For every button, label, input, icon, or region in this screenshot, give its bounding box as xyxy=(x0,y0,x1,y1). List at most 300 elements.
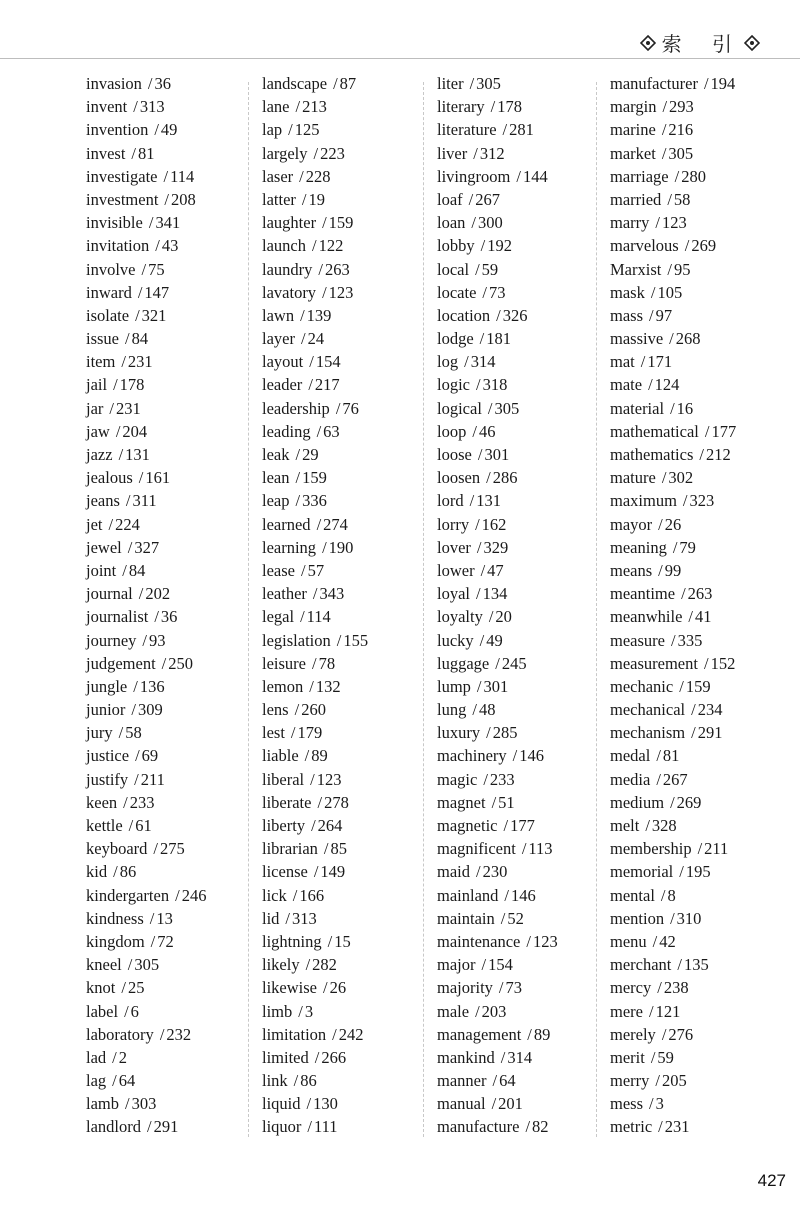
entry-separator: / xyxy=(487,398,493,418)
index-entry xyxy=(610,258,780,281)
index-entry xyxy=(610,443,780,466)
index-term: mental xyxy=(610,885,655,905)
index-entry xyxy=(437,95,607,118)
index-term: mass xyxy=(610,305,643,325)
entry-separator: / xyxy=(670,908,675,928)
entry-separator: / xyxy=(309,676,314,696)
index-term: location xyxy=(437,305,491,325)
index-term: menu xyxy=(610,931,647,951)
index-entry xyxy=(610,234,780,257)
index-page-ref: 341 xyxy=(155,213,181,233)
index-page-ref: 89 xyxy=(311,746,328,766)
entry-separator: / xyxy=(134,769,139,789)
index-term: lodge xyxy=(437,329,474,349)
index-entry xyxy=(262,652,432,675)
index-term: judgement xyxy=(86,653,156,673)
index-entry xyxy=(610,327,780,350)
index-term: mere xyxy=(610,1001,643,1021)
index-page-ref: 29 xyxy=(302,445,319,464)
index-entry xyxy=(610,304,780,327)
index-entry xyxy=(262,304,432,327)
entry-separator: / xyxy=(323,839,329,859)
index-page-ref: 269 xyxy=(691,236,717,256)
index-entry xyxy=(86,652,256,675)
index-term: layer xyxy=(262,329,295,349)
index-entry xyxy=(262,258,432,281)
index-page-ref: 263 xyxy=(325,259,350,279)
index-term: magnet xyxy=(437,792,486,812)
index-page-ref: 57 xyxy=(307,560,325,580)
index-entry xyxy=(437,884,607,907)
entry-separator: / xyxy=(655,213,660,233)
index-term: mechanism xyxy=(610,723,686,743)
index-term: lobby xyxy=(437,236,475,256)
entry-separator: / xyxy=(295,97,301,117)
index-page-ref: 268 xyxy=(675,329,701,349)
index-term: lump xyxy=(437,676,471,696)
entry-separator: / xyxy=(288,120,293,140)
index-entry xyxy=(437,118,607,141)
index-entry xyxy=(437,513,607,536)
index-page-ref: 195 xyxy=(685,862,711,882)
index-page-ref: 36 xyxy=(154,74,172,93)
index-term: invisible xyxy=(86,213,143,233)
index-term: jewel xyxy=(86,537,122,557)
index-entry xyxy=(262,466,432,489)
index-term: literary xyxy=(437,97,485,117)
entry-separator: / xyxy=(300,560,306,580)
index-page-ref: 81 xyxy=(138,143,155,163)
entry-separator: / xyxy=(290,723,296,743)
index-term: loyalty xyxy=(437,607,483,627)
entry-separator: / xyxy=(656,769,661,789)
entry-separator: / xyxy=(155,236,160,256)
entry-separator: / xyxy=(159,1024,165,1044)
index-entry xyxy=(262,95,432,118)
index-entry xyxy=(86,211,256,234)
index-entry xyxy=(437,837,607,860)
entry-separator: / xyxy=(670,398,675,418)
index-page-ref: 326 xyxy=(502,305,528,325)
index-entry xyxy=(437,234,607,257)
index-entry xyxy=(86,327,256,350)
index-entry xyxy=(86,1046,256,1069)
entry-separator: / xyxy=(175,885,180,905)
index-page-ref: 25 xyxy=(127,978,145,998)
index-entry xyxy=(437,466,607,489)
index-entry xyxy=(610,652,780,675)
index-page-ref: 309 xyxy=(138,700,163,720)
index-entry xyxy=(437,258,607,281)
index-page-ref: 51 xyxy=(498,792,515,812)
index-entry xyxy=(437,489,607,512)
index-term: merchant xyxy=(610,955,672,975)
index-entry xyxy=(437,1115,607,1138)
index-entry xyxy=(610,837,780,860)
index-term: medal xyxy=(610,746,651,766)
entry-separator: / xyxy=(316,514,322,534)
index-entry xyxy=(437,768,607,791)
entry-separator: / xyxy=(295,491,301,511)
index-entry xyxy=(610,629,780,652)
index-term: mayor xyxy=(610,514,653,534)
entry-separator: / xyxy=(703,74,709,93)
entry-separator: / xyxy=(307,1117,313,1137)
index-term: keyboard xyxy=(86,839,148,859)
index-entry xyxy=(262,814,432,837)
index-entry xyxy=(437,72,607,95)
index-term: lamb xyxy=(86,1094,119,1114)
entry-separator: / xyxy=(148,213,154,233)
index-page-ref: 300 xyxy=(478,213,503,233)
index-page-ref: 26 xyxy=(664,514,682,534)
index-entry xyxy=(86,1000,256,1023)
entry-separator: / xyxy=(316,421,322,441)
index-page-ref: 312 xyxy=(479,143,505,163)
index-term: lick xyxy=(262,885,287,905)
index-entry xyxy=(262,976,432,999)
entry-separator: / xyxy=(490,97,496,117)
index-page-ref: 181 xyxy=(486,329,512,349)
entry-separator: / xyxy=(131,700,137,720)
index-entry xyxy=(610,814,780,837)
index-page-ref: 328 xyxy=(651,816,677,835)
entry-separator: / xyxy=(650,1047,656,1067)
entry-separator: / xyxy=(113,375,118,395)
index-page-ref: 204 xyxy=(122,421,148,441)
index-entry xyxy=(86,373,256,396)
index-entry xyxy=(610,118,780,141)
index-page-ref: 230 xyxy=(482,862,508,882)
entry-separator: / xyxy=(479,329,485,349)
index-page-ref: 15 xyxy=(334,931,351,951)
index-page-ref: 161 xyxy=(145,468,171,488)
index-term: loyal xyxy=(437,584,470,604)
index-entry xyxy=(262,234,432,257)
index-term: Marxist xyxy=(610,259,662,279)
index-entry xyxy=(610,1115,780,1138)
index-page-ref: 190 xyxy=(328,537,354,557)
index-term: mechanic xyxy=(610,676,674,696)
index-term: isolate xyxy=(86,305,130,325)
index-page-ref: 42 xyxy=(659,931,676,951)
index-page-ref: 245 xyxy=(501,653,527,673)
entry-separator: / xyxy=(662,97,668,117)
header-rule xyxy=(0,58,800,59)
entry-separator: / xyxy=(295,445,301,464)
index-entry xyxy=(86,698,256,721)
index-page-ref: 335 xyxy=(677,630,703,650)
index-entry xyxy=(86,605,256,628)
entry-separator: / xyxy=(322,282,327,302)
entry-separator: / xyxy=(521,839,527,859)
index-term: landlord xyxy=(86,1117,141,1137)
index-entry xyxy=(262,791,432,814)
entry-separator: / xyxy=(299,166,304,186)
index-entry xyxy=(86,559,256,582)
index-page-ref: 159 xyxy=(328,213,354,233)
column-divider xyxy=(596,82,597,1137)
entry-separator: / xyxy=(480,236,486,256)
index-page-ref: 63 xyxy=(323,421,340,441)
index-term: knot xyxy=(86,978,116,998)
index-term: laboratory xyxy=(86,1024,154,1044)
index-entry xyxy=(86,513,256,536)
index-entry xyxy=(610,72,780,95)
index-page-ref: 123 xyxy=(316,769,342,789)
index-term: kettle xyxy=(86,816,123,835)
entry-separator: / xyxy=(681,584,686,604)
entry-separator: / xyxy=(125,1094,130,1114)
index-term: link xyxy=(262,1071,288,1091)
index-page-ref: 49 xyxy=(486,630,503,650)
index-page-ref: 267 xyxy=(475,189,500,209)
entry-separator: / xyxy=(480,560,486,580)
index-entry xyxy=(86,443,256,466)
index-entry xyxy=(86,281,256,304)
entry-separator: / xyxy=(658,514,663,534)
entry-separator: / xyxy=(314,1047,320,1067)
entry-separator: / xyxy=(122,560,127,580)
entry-separator: / xyxy=(498,978,504,998)
entry-separator: / xyxy=(697,839,703,859)
index-term: laser xyxy=(262,166,294,186)
index-entry xyxy=(437,327,607,350)
index-term: manner xyxy=(437,1071,487,1091)
entry-separator: / xyxy=(476,537,482,557)
entry-separator: / xyxy=(469,74,475,93)
entry-separator: / xyxy=(516,166,521,186)
index-page-ref: 16 xyxy=(676,398,694,418)
index-page-ref: 231 xyxy=(116,398,141,418)
index-page-ref: 24 xyxy=(307,329,325,349)
index-page-ref: 123 xyxy=(328,282,354,302)
index-entry xyxy=(262,397,432,420)
entry-separator: / xyxy=(691,700,696,720)
index-entry xyxy=(86,72,256,95)
index-term: laughter xyxy=(262,213,317,233)
index-entry xyxy=(86,304,256,327)
index-page-ref: 285 xyxy=(492,723,518,743)
index-page-ref: 177 xyxy=(711,421,737,441)
index-page-ref: 269 xyxy=(676,792,702,812)
running-header xyxy=(640,28,760,57)
index-term: mankind xyxy=(437,1047,495,1067)
entry-separator: / xyxy=(482,282,487,302)
entry-separator: / xyxy=(293,1071,299,1091)
index-term: liberty xyxy=(262,816,306,835)
index-entry xyxy=(437,443,607,466)
index-term: material xyxy=(610,398,665,418)
index-term: lightning xyxy=(262,931,322,951)
index-term: mess xyxy=(610,1094,643,1114)
index-term: manufacturer xyxy=(610,74,698,93)
index-term: meantime xyxy=(610,584,676,604)
index-page-ref: 281 xyxy=(509,120,534,140)
index-page-ref: 122 xyxy=(318,236,344,256)
index-term: largely xyxy=(262,143,308,163)
index-term: measure xyxy=(610,630,665,650)
index-entry xyxy=(86,768,256,791)
index-entry xyxy=(262,582,432,605)
entry-separator: / xyxy=(648,1001,654,1021)
index-entry xyxy=(86,930,256,953)
index-term: luxury xyxy=(437,723,481,743)
index-page-ref: 231 xyxy=(127,352,153,372)
index-entry xyxy=(610,373,780,396)
entry-separator: / xyxy=(295,468,301,488)
index-entry xyxy=(437,721,607,744)
entry-separator: / xyxy=(661,468,667,488)
index-entry xyxy=(610,1092,780,1115)
index-entry xyxy=(610,605,780,628)
entry-separator: / xyxy=(164,189,169,209)
entry-separator: / xyxy=(496,305,501,325)
index-entry xyxy=(86,1069,256,1092)
index-page-ref: 291 xyxy=(697,723,723,743)
index-term: mask xyxy=(610,282,645,302)
entry-separator: / xyxy=(658,560,663,580)
index-page-ref: 123 xyxy=(532,931,558,951)
index-page-ref: 278 xyxy=(324,792,349,812)
index-entry xyxy=(610,1000,780,1023)
index-entry xyxy=(262,605,432,628)
index-term: manufacture xyxy=(437,1117,520,1137)
index-page-ref: 250 xyxy=(168,653,193,673)
index-page-ref: 26 xyxy=(329,978,347,998)
entry-separator: / xyxy=(109,398,114,418)
index-page-ref: 46 xyxy=(478,421,496,441)
entry-separator: / xyxy=(677,955,682,975)
index-entry xyxy=(610,791,780,814)
entry-separator: / xyxy=(322,537,327,557)
entry-separator: / xyxy=(298,1001,303,1021)
entry-separator: / xyxy=(294,700,300,720)
index-term: lorry xyxy=(437,514,470,534)
entry-separator: / xyxy=(469,491,475,511)
index-entry xyxy=(262,188,432,211)
index-term: lung xyxy=(437,700,467,720)
index-page-ref: 321 xyxy=(141,305,167,325)
entry-separator: / xyxy=(525,1117,531,1137)
index-column-4 xyxy=(610,72,780,1139)
index-entry xyxy=(262,884,432,907)
index-term: investigate xyxy=(86,166,158,186)
index-term: locate xyxy=(437,282,477,302)
index-page-ref: 305 xyxy=(134,955,160,975)
index-term: local xyxy=(437,259,470,279)
index-page-ref: 303 xyxy=(131,1094,157,1114)
index-page-ref: 260 xyxy=(301,700,326,720)
index-page-ref: 224 xyxy=(115,514,140,534)
index-entry xyxy=(262,420,432,443)
index-term: limitation xyxy=(262,1024,327,1044)
index-page-ref: 73 xyxy=(488,282,506,302)
index-page-ref: 286 xyxy=(492,468,518,488)
entry-separator: / xyxy=(141,259,147,279)
index-entry xyxy=(86,420,256,443)
entry-separator: / xyxy=(652,931,658,951)
entry-separator: / xyxy=(476,676,482,696)
index-term: market xyxy=(610,143,656,163)
index-entry xyxy=(262,907,432,930)
index-term: management xyxy=(437,1024,522,1044)
index-page-ref: 264 xyxy=(317,816,343,835)
index-entry xyxy=(86,814,256,837)
entry-separator: / xyxy=(495,653,500,673)
index-entry xyxy=(86,1023,256,1046)
entry-separator: / xyxy=(333,74,338,93)
index-entry xyxy=(262,698,432,721)
index-term: loaf xyxy=(437,189,463,209)
index-term: melt xyxy=(610,816,640,835)
entry-separator: / xyxy=(670,630,676,650)
entry-separator: / xyxy=(304,746,310,766)
entry-separator: / xyxy=(512,746,518,766)
index-entry xyxy=(262,953,432,976)
index-page-ref: 155 xyxy=(343,630,369,650)
entry-separator: / xyxy=(476,584,481,604)
index-page-ref: 228 xyxy=(305,166,331,186)
index-page-ref: 78 xyxy=(318,653,336,673)
index-page-ref: 131 xyxy=(476,491,501,511)
index-term: involve xyxy=(86,259,136,279)
entry-separator: / xyxy=(483,769,488,789)
column-divider xyxy=(423,82,424,1137)
index-entry xyxy=(610,675,780,698)
index-entry xyxy=(86,234,256,257)
index-entry xyxy=(437,582,607,605)
index-page-ref: 93 xyxy=(149,630,166,650)
index-page-ref: 159 xyxy=(685,676,711,696)
index-page-ref: 144 xyxy=(522,166,548,186)
entry-separator: / xyxy=(669,329,674,349)
entry-separator: / xyxy=(500,908,506,928)
index-page-ref: 64 xyxy=(118,1071,136,1091)
entry-separator: / xyxy=(667,189,672,209)
index-entry xyxy=(610,559,780,582)
index-entry xyxy=(262,1115,432,1138)
index-term: jury xyxy=(86,723,113,743)
entry-separator: / xyxy=(475,259,480,279)
index-entry xyxy=(610,489,780,512)
entry-separator: / xyxy=(305,955,311,975)
index-entry xyxy=(86,953,256,976)
index-term: merry xyxy=(610,1071,650,1091)
index-term: merely xyxy=(610,1024,656,1044)
index-page-ref: 311 xyxy=(132,491,157,511)
index-term: maid xyxy=(437,862,470,882)
index-entry xyxy=(262,860,432,883)
index-column-3 xyxy=(437,72,607,1139)
index-page-ref: 282 xyxy=(312,955,337,975)
entry-separator: / xyxy=(133,676,138,696)
entry-separator: / xyxy=(306,1094,312,1114)
index-entry xyxy=(610,397,780,420)
entry-separator: / xyxy=(311,653,317,673)
index-term: invest xyxy=(86,143,126,163)
index-term: license xyxy=(262,862,308,882)
index-entry xyxy=(437,397,607,420)
index-columns xyxy=(0,72,800,1142)
index-term: likewise xyxy=(262,978,317,998)
entry-separator: / xyxy=(137,282,143,302)
index-page-ref: 79 xyxy=(679,537,696,557)
index-entry xyxy=(610,142,780,165)
entry-separator: / xyxy=(472,421,477,441)
index-term: justice xyxy=(86,746,130,766)
entry-separator: / xyxy=(147,74,153,93)
